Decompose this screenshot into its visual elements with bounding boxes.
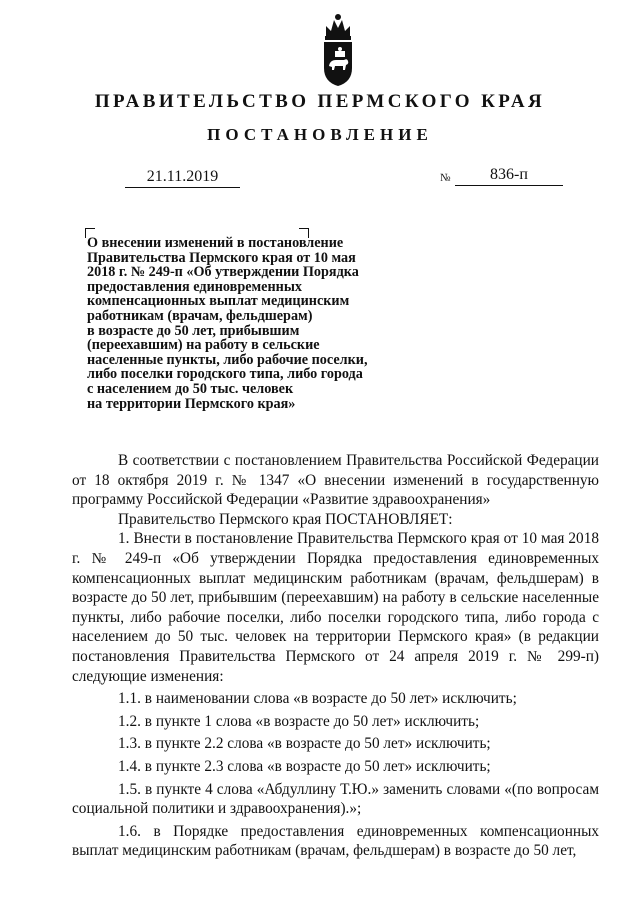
paragraph-basis: В соответствии с постановлением Правительства Российской Федерации от 18 октября 2019 г. № 1347 «О внесении изменений в государственную программу Российской Федерации «Развитие здравоохранения» — [72, 452, 599, 509]
perm-krai-coat-of-arms-icon — [318, 10, 358, 88]
list-item: 1.3. в пункте 2.2 слова «в возрасте до 50 лет» исключить; — [118, 735, 491, 753]
document-number: 836-п — [455, 165, 563, 186]
subject-line: либо поселки городского типа, либо города — [87, 366, 363, 383]
subject-line: работникам (врачам, фельдшерам) — [87, 307, 313, 324]
number-sign: № — [440, 172, 451, 184]
government-title: ПРАВИТЕЛЬСТВО ПЕРМСКОГО КРАЯ — [94, 91, 546, 112]
subject-line: с населением до 50 тыс. человек — [87, 380, 294, 397]
list-item: 1.4. в пункте 2.3 слова «в возрасте до 50 лет» исключить; — [118, 757, 491, 775]
subject-line: в возрасте до 50 лет, прибывшим — [87, 322, 300, 339]
list-item: 1.5. в пункте 4 слова «Абдуллину Т.Ю.» заменить словами «(по вопросам социальной политики и здравоохранения).»; — [72, 780, 599, 818]
subject-line: 2018 г. № 249-п «Об утверждении Порядка — [87, 264, 359, 281]
paragraph-decree: Правительство Пермского края ПОСТАНОВЛЯЕТ: — [118, 510, 453, 528]
list-item: 1.2. в пункте 1 слова «в возрасте до 50 лет» исключить; — [118, 712, 480, 730]
subject-line: предоставления единовременных — [87, 278, 302, 295]
subject-line: О внесении изменений в постановление — [87, 235, 344, 251]
list-item: 1.1. в наименовании слова «в возрасте до 50 лет» исключить; — [118, 690, 517, 708]
subject-line: на территории Пермского края» — [87, 395, 296, 412]
document-subject — [87, 236, 407, 411]
subject-line: Правительства Пермского края от 10 мая — [87, 249, 356, 266]
subject-line: (переехавшим) на работу в сельские — [87, 337, 320, 354]
document-type: ПОСТАНОВЛЕНИЕ — [207, 125, 433, 144]
paragraph-item-1: 1. Внести в постановление Правительства Пермского края от 10 мая 2018 г. № 249-п «Об утверждении Порядка предоставления единовременных компенсационных выплат медицинским работникам (врачам, фельдшерам) в возрасте до 50 лет, прибывшим (переехавшим) на работу в сельские населенные пункты, либо рабочие поселки, либо поселки городского типа, либо города с населением до 50 тыс. человек на территории Пермского края» (в редакции постановления Правительства Пермского от 24 апреля 2019 г. № 299-п) следующие изменения: — [72, 530, 599, 685]
list-item: 1.6. в Порядке предоставления единовременных компенсационных выплат медицинским работникам (врачам, фельдшерам) в возрасте до 50 лет, — [72, 822, 599, 860]
document-body — [72, 451, 599, 861]
document-date: 21.11.2019 — [125, 167, 240, 188]
subject-line: компенсационных выплат медицинским — [87, 293, 350, 310]
subject-line: населенные пункты, либо рабочие поселки, — [87, 351, 368, 368]
